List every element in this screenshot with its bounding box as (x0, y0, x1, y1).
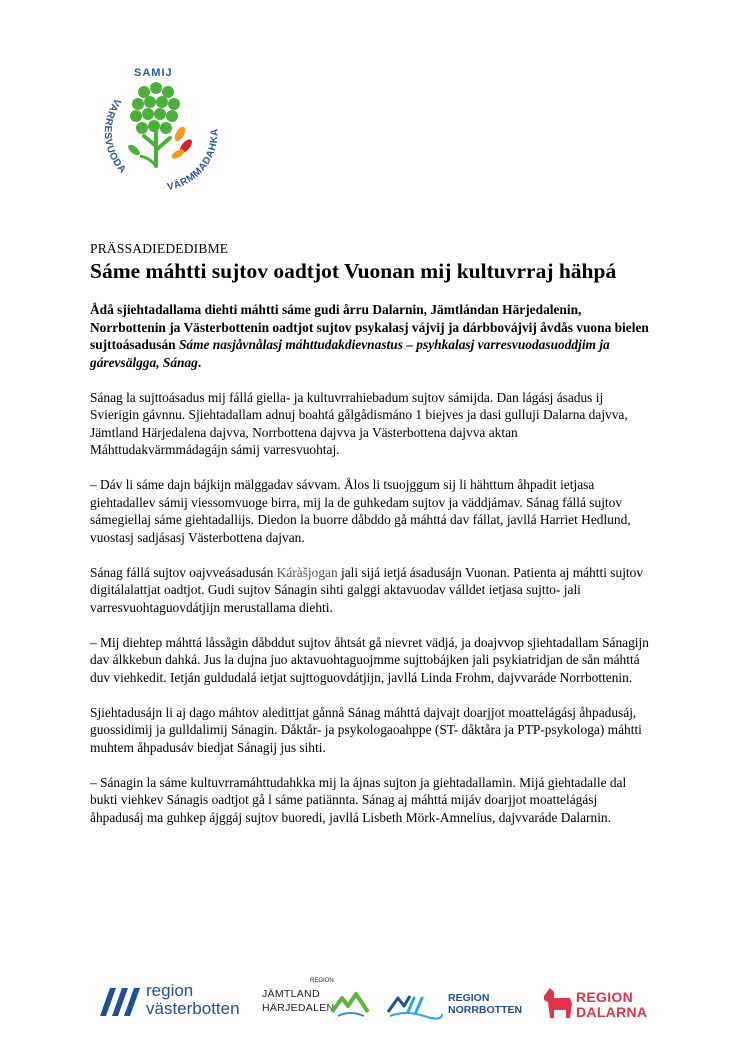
norrbotten-mark-icon (386, 990, 444, 1020)
logo-arc-right: VÄRMMADAHKA (166, 128, 221, 194)
lead-paragraph (90, 301, 650, 371)
jamtland-line1: JÄMTLAND (262, 988, 320, 1000)
paragraph (90, 564, 650, 617)
karasjok-link[interactable]: Káràšjogan (276, 564, 338, 580)
footer-logos (0, 978, 746, 1028)
norrbotten-line2: NORRBOTTEN (448, 1004, 523, 1016)
lead-text: Ådå sjiehtadallama diehti máhtti sáme gudi årru Dalarnin, Jämtlándan Härjedalenin, Norrbottenin ja Västerbottenin oadtjot sujtov psykalasj vájvij ja dárbbovájvij åvdås vuona bielen sujttoásadusán (90, 302, 649, 352)
samij-logo (86, 58, 236, 208)
paragraph: Sánag la sujttoásadus mij fállá giella- ja kultuvrrahiebadum sujtov sámijda. Dan lágásj ásadus ij Svierigin gávnnu. Sjiehtadallam adnuj boahtá gålgådismáno 1 biejves ja dasi gulluji Dalarna dajvva, Jämtland Härjedalena dajvva, Norrbottena dajvva ja Västerbottena dajvva aktan Máhttudakvärmmádagájn sámij varresvuohtaj. (90, 389, 628, 457)
jamtland-small: REGION (310, 978, 334, 984)
paragraph: Sjiehtadusájn li aj dago máhtov aledittjat gånnå Sánag máhttá dajvajt doarjjot moattelágásj åhpadusáj, guossidimij ja gulldalimij Sánagin. Dåktår- ja psykologaoahppe (ST- dåktåra ja PTP-psykologa) máhtti muhtem åhpadusáv biedjat Sánagij jus sihti. (90, 704, 642, 755)
paragraph: – Mij diehtep máhttá låssågin dåbddut sujtov åhtsát gå nievret vädjá, ja doajvvop sjiehtadallam Sánagijn dav álkkebun dahká. Jus la dujna juo aktavuohtaguojmme sujttobájken jali psykiatridjan de sån máhttá duv viehkedit. Ietján guldudalá ietjat sujttoguovdátjijn, javllá Linda Frohm, dajvvaráde Norrbottenin. (90, 634, 649, 685)
vasterbotten-text (146, 982, 240, 1018)
region-norrbotten-logo (386, 978, 526, 1028)
samij-logo-graphic (86, 58, 236, 208)
dalarna-line2: DALARNA (576, 1004, 648, 1020)
vasterbotten-line2: västerbotten (146, 999, 240, 1018)
norrbotten-line1: REGION (448, 992, 490, 1004)
region-dalarna-logo (540, 978, 656, 1028)
lead-end: . (197, 354, 202, 370)
paragraph: – Sánagin la sáme kultuvrramáhttudahkka mij la ájnas sujton ja giehtadallamin. Mijá giehtadalle dal bukti viehkev Sánagis oadtjot gå l sáme patiännta. Sánag aj máhttá mijáv doarjjot moattelágásj åhpadusáj ma guhkep ájggáj sujtov buoredi, javllá Lisbeth Mörk-Amnelius, dajvvaráde Dalarnin. (90, 774, 627, 825)
logo-text-arc-2 (166, 128, 220, 193)
press-kicker: PRÄSSADIEDEDIBME (90, 241, 229, 256)
tree-icon (126, 82, 194, 166)
dalarna-text (576, 990, 647, 1020)
vasterbotten-line1: region (146, 981, 194, 1000)
logo-text-top: SAMIJ (134, 67, 173, 79)
region-vasterbotten-logo (98, 978, 248, 1028)
mountain-icon (330, 988, 370, 1018)
article-body (90, 301, 650, 844)
logo-text-arc (102, 96, 128, 175)
dalarna-line1: REGION (576, 989, 634, 1005)
headline: Sáme máhtti sujtov oadtjot Vuonan mij kultuvrraj hähpá (90, 259, 617, 283)
jamtland-line2: HÄRJEDALEN (262, 1002, 335, 1014)
paragraph-text: jali sijá ietjá ásadusájn Vuonan. Patienta aj máhtti sujtov digitálalattjat oadtjot. Gudi sujtov Sánagin sihti galggi aktavuodav válldet ietjasa sujtto- jali varresvuohtaguovdátjijn merustallama diehti. (90, 564, 644, 615)
vasterbotten-mark-icon (98, 984, 142, 1020)
norrbotten-text (448, 992, 522, 1016)
lead-italic: Sáme nasjåvnålasj máhttudakdievnastus – psyhkalasj varresvuodasuoddjim ja gárevsälgga, Sánag (90, 337, 610, 370)
region-jamtland-logo (258, 978, 370, 1028)
logo-arc-left: VARRESVUODA (101, 96, 129, 176)
paragraph: – Dáv li sáme dajn bájkijn mälggadav sávvam. Ålos li tsuojggum sij li hähttum åhpadit ietjasa giehtadallev sámij viessomvuoge birra, mij la de guhkedam sujtov ja väddjámav. Sánag fállá sujtov sámegiellaj sáme giehtadallijs. Diedon la buorre dåbddo gå máhttá dav fállat, javllá Harriet Hedlund, vuostasj sadjásasj Västerbottena dajvan. (90, 477, 631, 545)
paragraph-text: Sánag fállá sujtov oajvveásadusán (90, 564, 277, 580)
dala-horse-icon (540, 984, 576, 1024)
